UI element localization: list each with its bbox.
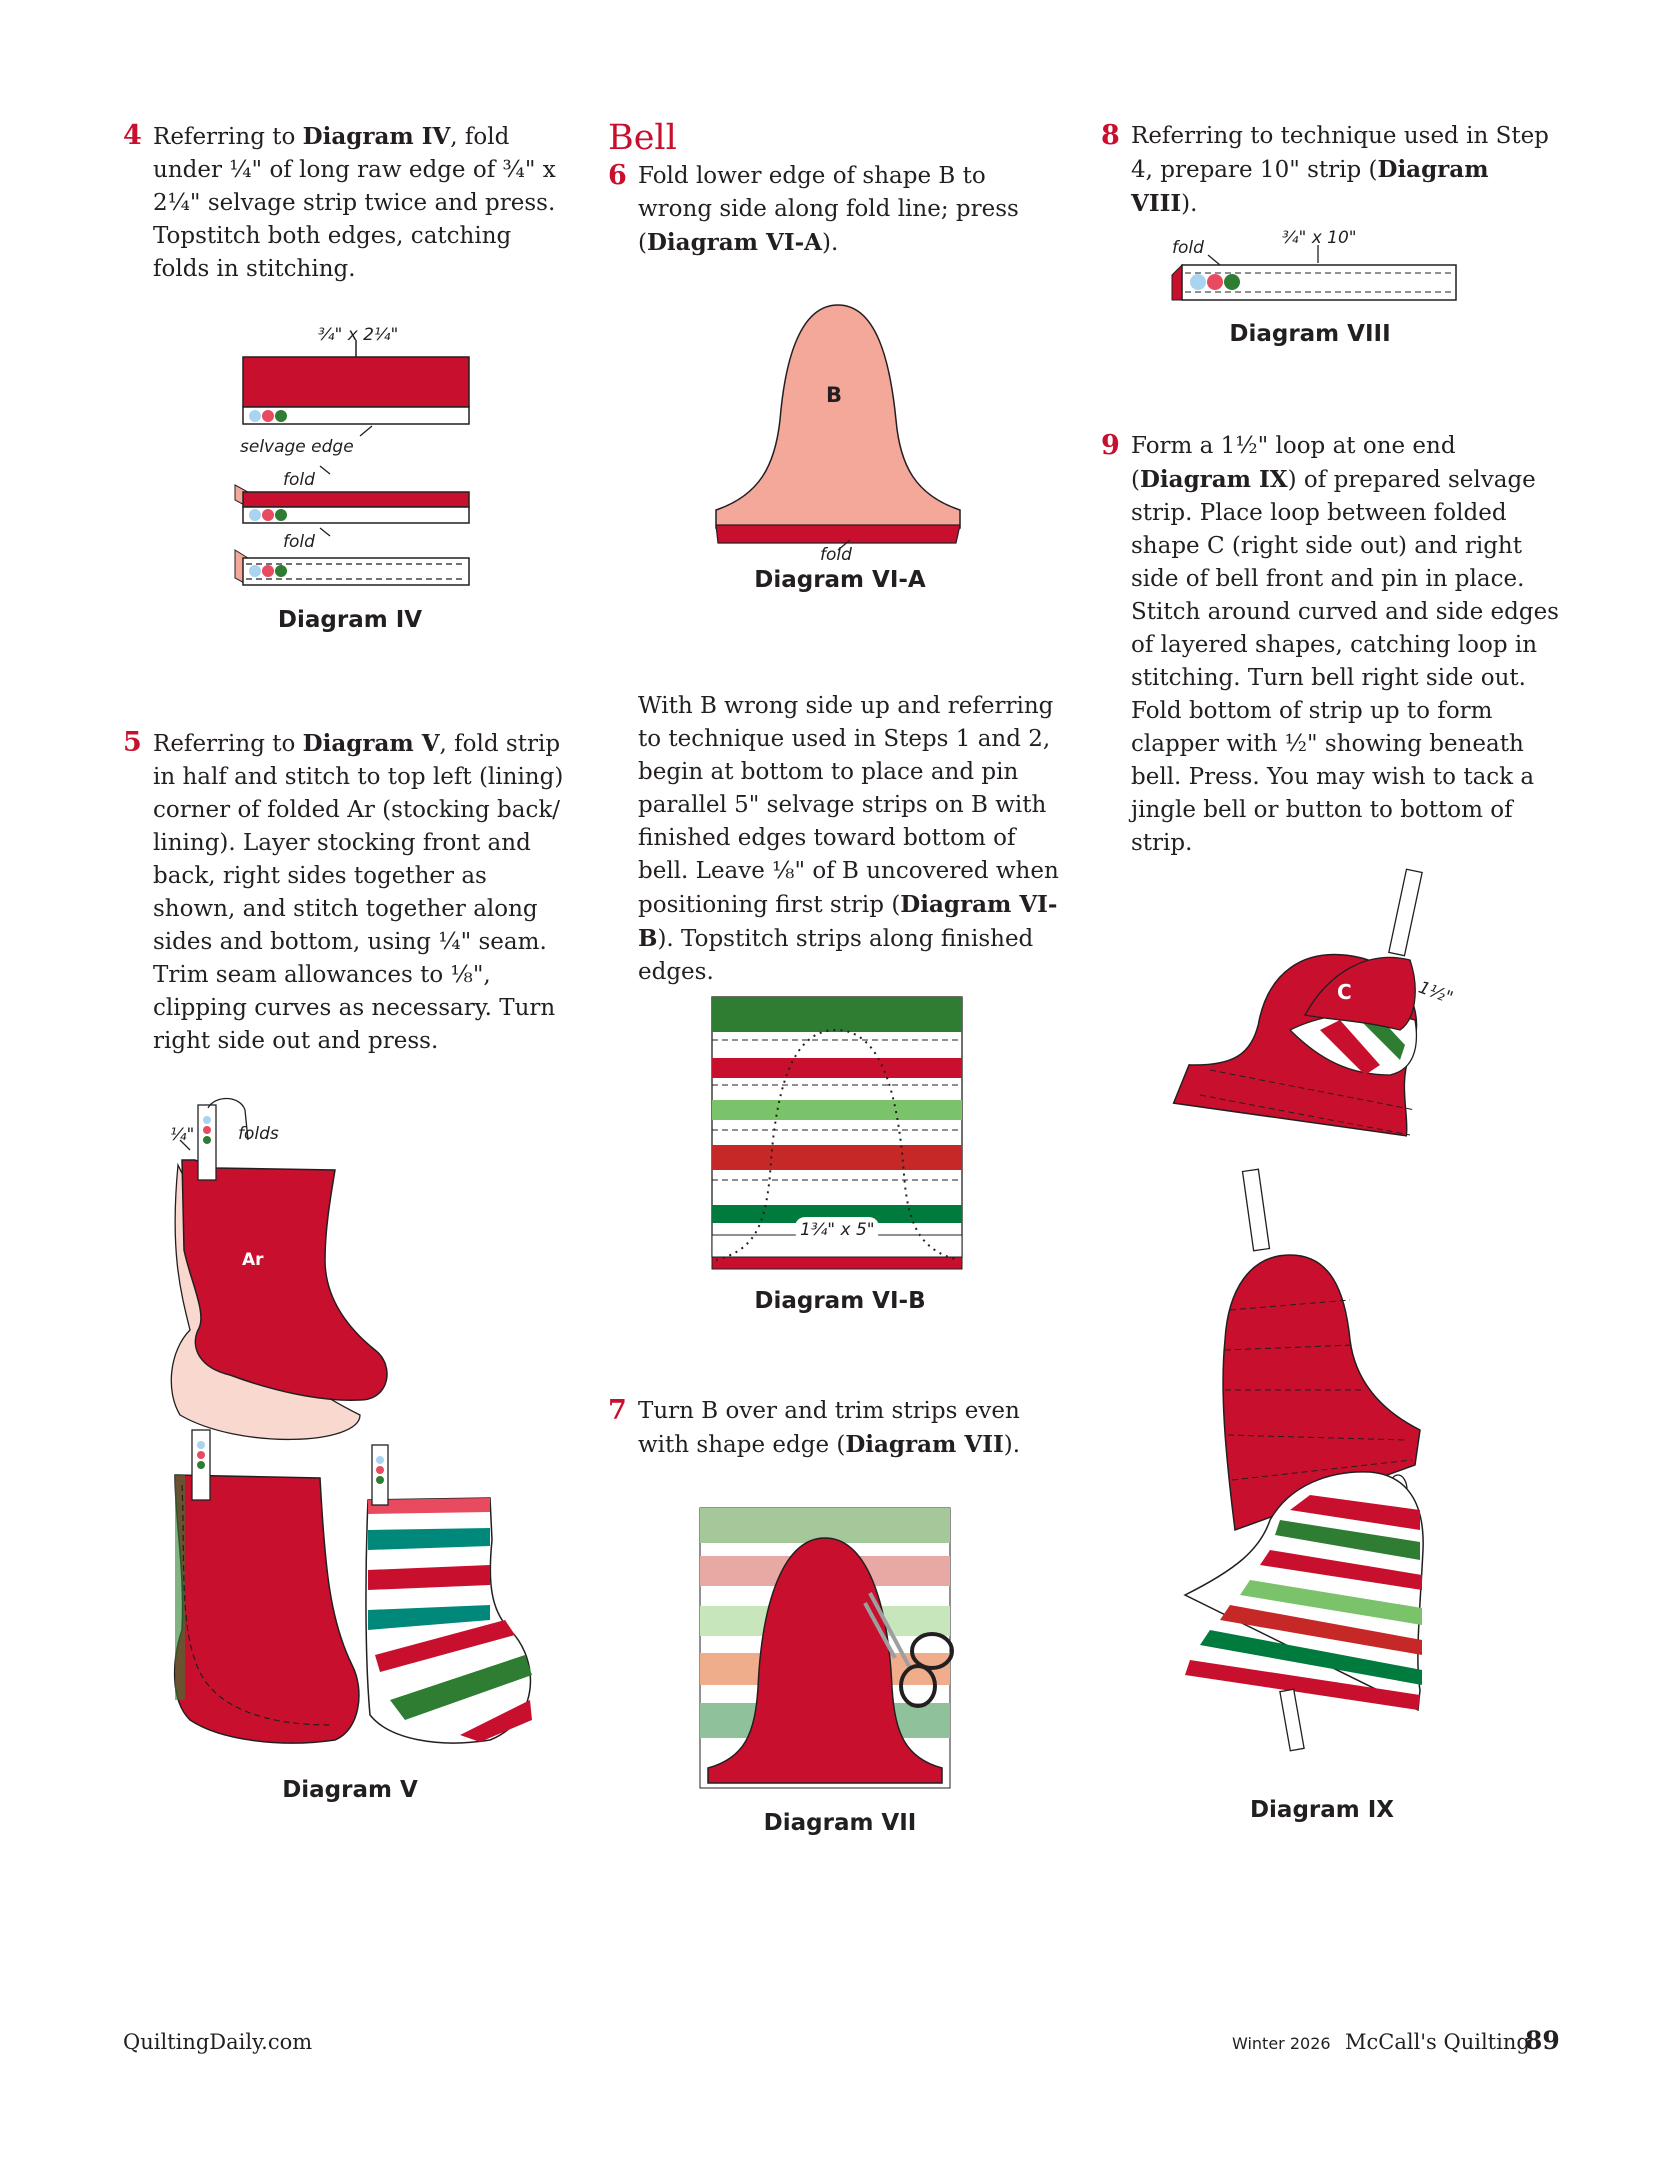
- footer-site: QuiltingDaily.com: [123, 2030, 313, 2054]
- step-8: [1101, 120, 1561, 221]
- step-number: 6: [608, 160, 627, 191]
- step-number: 8: [1101, 120, 1120, 151]
- diagram-ix-loop-label: 1½": [1415, 977, 1456, 1009]
- step-7: [608, 1395, 1068, 1462]
- diagram-vii-caption: Diagram VII: [763, 1810, 917, 1836]
- step-number: 5: [123, 727, 142, 758]
- step-text: Referring to Diagram V, fold strip in half and stitch to top left (lining) corner of folded Ar (stocking back/ lining). Layer stocking front and back, right sides together as shown, and stitch together along sides and bottom, using ¼" seam. Trim seam allowances to ⅛", clipping curves as necessary. Turn right side out and press.: [153, 730, 564, 1054]
- diagram-v-quarter-label: ¼": [170, 1125, 195, 1145]
- diagram-v-shape-label: Ar: [242, 1250, 264, 1270]
- diagram-vi-a-caption: Diagram VI-A: [754, 567, 926, 593]
- diagram-v-folds-label: folds: [238, 1124, 279, 1144]
- striped-bell: [1185, 1472, 1423, 1751]
- step-text: Form a 1½" loop at one end (Diagram IX) of prepared selvage strip. Place loop between folded shape C (right side out) and right side of bell front and pin in place. Stitch around curved and side edges of layered shapes, catching loop in stitching. Turn bell right side out. Fold bottom of strip up to form clapper with ½" showing beneath bell. Press. You may wish to tack a jingle bell or button to bottom of strip.: [1131, 433, 1559, 856]
- bell-back-view: [1223, 1169, 1420, 1530]
- bell-with-shape-c: [1174, 869, 1430, 1136]
- diagram-vi-a-figure: [710, 300, 970, 550]
- diagram-iv-figure: [230, 340, 490, 600]
- diagram-ix-figure: [1180, 870, 1440, 1770]
- step-5: [123, 727, 573, 1058]
- diagram-vi-b-caption: Diagram VI-B: [754, 1288, 926, 1314]
- diagram-iv-size-label: ¾" x 2¼": [318, 325, 399, 345]
- step-number: 4: [123, 120, 142, 151]
- diagram-viii-caption: Diagram VIII: [1229, 321, 1391, 347]
- step-9: [1101, 430, 1561, 860]
- footer-issue: Winter 2026: [1232, 2034, 1331, 2053]
- diagram-vii-figure: [700, 1508, 1000, 1793]
- diagram-viii-fold-label: fold: [1172, 238, 1204, 258]
- diagram-vi-b-size-label: 1¾" x 5": [800, 1220, 875, 1240]
- step-number: 9: [1101, 430, 1120, 461]
- diagram-v-figure: [160, 1100, 560, 1780]
- diagram-vi-a-fold-label: fold: [820, 545, 852, 565]
- diagram-iv-fold-label-1: fold: [283, 470, 315, 490]
- section-title-bell: Bell: [608, 118, 677, 158]
- diagram-viii-figure: [1170, 245, 1460, 305]
- diagram-iv-caption: Diagram IV: [277, 607, 423, 633]
- step-text: Referring to technique used in Step 4, prepare 10" strip (Diagram VIII).: [1131, 123, 1549, 217]
- step-6-continued: [638, 690, 1068, 989]
- step-text: Fold lower edge of shape B to wrong side along fold line; press (Diagram VI-A).: [638, 163, 1019, 256]
- step-text: With B wrong side up and referring to technique used in Steps 1 and 2, begin at bottom to place and pin parallel 5" selvage strips on B with finished edges toward bottom of bell. Leave ⅛" of B uncovered when positioning first strip (Diagram VI-B). Topstitch strips along finished edges.: [638, 693, 1059, 985]
- diagram-viii-size-label: ¾" x 10": [1282, 228, 1357, 248]
- step-text: Referring to Diagram IV, fold under ¼" of long raw edge of ¾" x 2¼" selvage strip twice and press. Topstitch both edges, catching folds in stitching.: [153, 123, 556, 282]
- diagram-ix-shape-label: C: [1337, 980, 1352, 1004]
- striped-stocking: [366, 1498, 532, 1743]
- step-text: Turn B over and trim strips even with shape edge (Diagram VII).: [638, 1398, 1021, 1458]
- diagram-iv-selvage-label: selvage edge: [240, 437, 354, 457]
- diagram-vi-a-shape-label: B: [826, 383, 843, 407]
- footer-magazine: McCall's Quilting: [1345, 2030, 1530, 2054]
- diagram-iv-fold-label-2: fold: [283, 532, 315, 552]
- step-number: 7: [608, 1395, 627, 1426]
- diagram-ix-caption: Diagram IX: [1249, 1797, 1395, 1823]
- step-6: [608, 160, 1058, 260]
- diagram-v-caption: Diagram V: [282, 1777, 418, 1803]
- step-4: [123, 120, 573, 286]
- footer-page-number: 89: [1525, 2026, 1560, 2055]
